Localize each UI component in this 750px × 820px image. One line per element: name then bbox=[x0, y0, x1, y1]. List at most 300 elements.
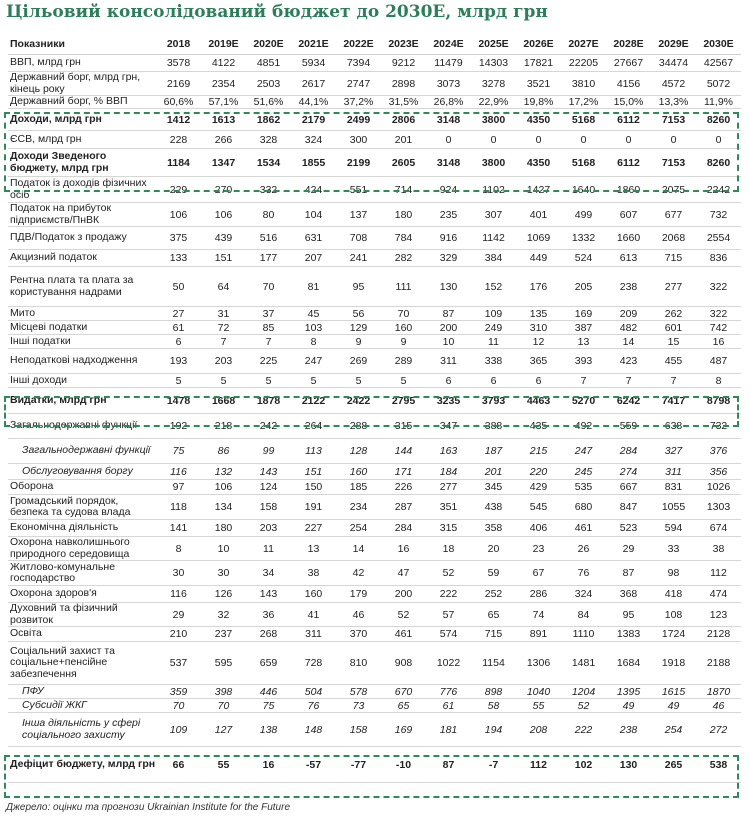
table-row bbox=[8, 109, 741, 131]
header-year: 2026E bbox=[516, 34, 561, 55]
row-value: 328 bbox=[246, 131, 291, 149]
table-row bbox=[8, 495, 741, 520]
row-value: 6 bbox=[156, 335, 201, 349]
row-value: 398 bbox=[201, 685, 246, 699]
row-label: Загальнодержавні функції bbox=[8, 439, 156, 464]
row-value: 2747 bbox=[336, 72, 381, 96]
row-value: 106 bbox=[201, 203, 246, 227]
row-label: Обслуговування боргу bbox=[8, 464, 156, 480]
row-value: 5 bbox=[246, 374, 291, 388]
row-value: 160 bbox=[381, 321, 426, 335]
row-value: 222 bbox=[561, 713, 606, 747]
table-row bbox=[8, 149, 741, 177]
row-value: 667 bbox=[606, 480, 651, 495]
row-value: 435 bbox=[516, 414, 561, 439]
row-value: 732 bbox=[696, 203, 741, 227]
row-value: 7 bbox=[201, 335, 246, 349]
row-label: Доходи, млрд грн bbox=[8, 109, 156, 131]
row-value: 266 bbox=[201, 131, 246, 149]
row-value: 523 bbox=[606, 520, 651, 537]
row-value: 191 bbox=[291, 495, 336, 520]
row-value: 631 bbox=[291, 227, 336, 250]
table-row bbox=[8, 131, 741, 149]
row-label: Духовний та фізичний розвиток bbox=[8, 603, 156, 627]
row-value: 8260 bbox=[696, 149, 741, 177]
row-label: Загальнодержавні функції bbox=[8, 414, 156, 439]
row-value: 595 bbox=[201, 642, 246, 685]
row-value: 1395 bbox=[606, 685, 651, 699]
row-value: 104 bbox=[291, 203, 336, 227]
table-row bbox=[8, 603, 741, 627]
row-value: 1481 bbox=[561, 642, 606, 685]
row-value: 1615 bbox=[651, 685, 696, 699]
row-value: 1613 bbox=[201, 109, 246, 131]
row-value: 1069 bbox=[516, 227, 561, 250]
row-value: 65 bbox=[471, 603, 516, 627]
row-value: 126 bbox=[201, 586, 246, 603]
row-value: 5168 bbox=[561, 149, 606, 177]
row-value: 324 bbox=[561, 586, 606, 603]
row-value: 0 bbox=[471, 131, 516, 149]
row-value: 315 bbox=[426, 520, 471, 537]
row-value: 516 bbox=[246, 227, 291, 250]
row-value: 75 bbox=[156, 439, 201, 464]
row-value: 3800 bbox=[471, 149, 516, 177]
table-row bbox=[8, 335, 741, 349]
row-value: 41 bbox=[291, 603, 336, 627]
row-value: 113 bbox=[291, 439, 336, 464]
table-row bbox=[8, 321, 741, 335]
row-value: 225 bbox=[246, 349, 291, 374]
row-value: 499 bbox=[561, 203, 606, 227]
row-value: 1412 bbox=[156, 109, 201, 131]
row-value: 137 bbox=[336, 203, 381, 227]
row-value: 135 bbox=[516, 307, 561, 321]
row-value: 128 bbox=[336, 439, 381, 464]
row-value: 1332 bbox=[561, 227, 606, 250]
row-value: 613 bbox=[606, 250, 651, 267]
header-year: 2018 bbox=[156, 34, 201, 55]
header-year: 2019E bbox=[201, 34, 246, 55]
row-value: 446 bbox=[246, 685, 291, 699]
row-value: 659 bbox=[246, 642, 291, 685]
row-label: Податок на прибуток підприємств/ПнВК bbox=[8, 203, 156, 227]
row-value: 17,2% bbox=[561, 96, 606, 109]
row-value: 322 bbox=[696, 267, 741, 307]
row-value: 307 bbox=[471, 203, 516, 227]
row-value: 2199 bbox=[336, 149, 381, 177]
row-value: 439 bbox=[201, 227, 246, 250]
row-value: 187 bbox=[471, 439, 516, 464]
row-value: 171 bbox=[381, 464, 426, 480]
row-value: 418 bbox=[651, 586, 696, 603]
row-value: 551 bbox=[336, 177, 381, 203]
header-year: 2025E bbox=[471, 34, 516, 55]
row-value: 12 bbox=[516, 335, 561, 349]
row-value: 1684 bbox=[606, 642, 651, 685]
row-value: 347 bbox=[426, 414, 471, 439]
row-value: 810 bbox=[336, 642, 381, 685]
row-value: 123 bbox=[696, 603, 741, 627]
row-label: ЄСВ, млрд грн bbox=[8, 131, 156, 149]
row-value: 106 bbox=[156, 203, 201, 227]
row-value: 141 bbox=[156, 520, 201, 537]
row-label: Охорона здоров'я bbox=[8, 586, 156, 603]
row-value: 368 bbox=[606, 586, 651, 603]
row-value: 163 bbox=[426, 439, 471, 464]
row-value: 2128 bbox=[696, 627, 741, 642]
row-value: 31 bbox=[201, 307, 246, 321]
row-value: 16 bbox=[246, 747, 291, 783]
row-value: 2354 bbox=[201, 72, 246, 96]
row-value: 116 bbox=[156, 586, 201, 603]
row-value: 1862 bbox=[246, 109, 291, 131]
table-row bbox=[8, 267, 741, 307]
source-note: Джерело: оцінки та прогнози Ukrainian Institute for the Future bbox=[6, 802, 290, 813]
row-value: 4350 bbox=[516, 109, 561, 131]
row-value: 574 bbox=[426, 627, 471, 642]
table-row bbox=[8, 480, 741, 495]
row-value: 1040 bbox=[516, 685, 561, 699]
row-value: 86 bbox=[201, 439, 246, 464]
row-value: 218 bbox=[201, 414, 246, 439]
table-row bbox=[8, 713, 741, 747]
row-value: 6242 bbox=[606, 388, 651, 414]
row-value: -7 bbox=[471, 747, 516, 783]
row-value: 52 bbox=[381, 603, 426, 627]
row-value: 49 bbox=[651, 699, 696, 713]
row-label: ПФУ bbox=[8, 685, 156, 699]
row-value: -10 bbox=[381, 747, 426, 783]
row-value: 229 bbox=[156, 177, 201, 203]
row-value: 237 bbox=[201, 627, 246, 642]
row-value: 1303 bbox=[696, 495, 741, 520]
row-value: 1660 bbox=[606, 227, 651, 250]
row-value: 708 bbox=[336, 227, 381, 250]
row-value: 227 bbox=[291, 520, 336, 537]
row-value: 111 bbox=[381, 267, 426, 307]
row-value: 715 bbox=[471, 627, 516, 642]
row-value: 15,0% bbox=[606, 96, 651, 109]
row-value: 5 bbox=[336, 374, 381, 388]
row-value: 5072 bbox=[696, 72, 741, 96]
table-row bbox=[8, 699, 741, 713]
row-value: 138 bbox=[246, 713, 291, 747]
row-value: 6 bbox=[426, 374, 471, 388]
row-value: 169 bbox=[381, 713, 426, 747]
row-value: 3800 bbox=[471, 109, 516, 131]
row-value: 13 bbox=[291, 537, 336, 561]
row-value: 2075 bbox=[651, 177, 696, 203]
row-value: 288 bbox=[336, 414, 381, 439]
row-label: Акцизний податок bbox=[8, 250, 156, 267]
row-value: 387 bbox=[561, 321, 606, 335]
row-value: 3073 bbox=[426, 72, 471, 96]
row-value: 3810 bbox=[561, 72, 606, 96]
row-value: 148 bbox=[291, 713, 336, 747]
row-value: 424 bbox=[291, 177, 336, 203]
row-label: Економічна діяльність bbox=[8, 520, 156, 537]
row-value: 538 bbox=[696, 747, 741, 783]
row-value: 2169 bbox=[156, 72, 201, 96]
row-value: 2605 bbox=[381, 149, 426, 177]
header-year: 2021E bbox=[291, 34, 336, 55]
row-value: 2242 bbox=[696, 177, 741, 203]
table-row bbox=[8, 439, 741, 464]
row-value: 95 bbox=[336, 267, 381, 307]
row-value: 15 bbox=[651, 335, 696, 349]
table-row bbox=[8, 96, 741, 109]
table-row bbox=[8, 55, 741, 72]
table-row bbox=[8, 464, 741, 480]
row-value: 601 bbox=[651, 321, 696, 335]
row-value: 19,8% bbox=[516, 96, 561, 109]
row-value: 18 bbox=[426, 537, 471, 561]
row-value: 27 bbox=[156, 307, 201, 321]
row-value: 7 bbox=[606, 374, 651, 388]
row-value: 1918 bbox=[651, 642, 696, 685]
row-value: 177 bbox=[246, 250, 291, 267]
row-value: 130 bbox=[606, 747, 651, 783]
row-value: 247 bbox=[291, 349, 336, 374]
row-value: 192 bbox=[156, 414, 201, 439]
row-value: 1383 bbox=[606, 627, 651, 642]
row-value: 270 bbox=[201, 177, 246, 203]
row-value: 4350 bbox=[516, 149, 561, 177]
row-value: 638 bbox=[651, 414, 696, 439]
row-value: 57,1% bbox=[201, 96, 246, 109]
row-label: Житлово-комунальне господарство bbox=[8, 561, 156, 586]
row-value: 393 bbox=[561, 349, 606, 374]
row-value: 70 bbox=[201, 699, 246, 713]
row-value: 370 bbox=[336, 627, 381, 642]
header-year: 2030E bbox=[696, 34, 741, 55]
row-value: 73 bbox=[336, 699, 381, 713]
row-value: 5168 bbox=[561, 109, 606, 131]
row-value: 1640 bbox=[561, 177, 606, 203]
row-value: 201 bbox=[471, 464, 516, 480]
row-value: 6 bbox=[516, 374, 561, 388]
row-label: Неподаткові надходження bbox=[8, 349, 156, 374]
row-value: 7153 bbox=[651, 109, 696, 131]
row-value: 22205 bbox=[561, 55, 606, 72]
row-value: 7153 bbox=[651, 149, 696, 177]
row-value: 51,6% bbox=[246, 96, 291, 109]
row-value: 17821 bbox=[516, 55, 561, 72]
row-value: 7 bbox=[561, 374, 606, 388]
row-label: Державний борг, % ВВП bbox=[8, 96, 156, 109]
table-row bbox=[8, 72, 741, 96]
row-value: 13,3% bbox=[651, 96, 696, 109]
row-value: 201 bbox=[381, 131, 426, 149]
table-row bbox=[8, 685, 741, 699]
row-value: 3278 bbox=[471, 72, 516, 96]
row-value: 234 bbox=[336, 495, 381, 520]
row-value: 37 bbox=[246, 307, 291, 321]
row-value: 6 bbox=[471, 374, 516, 388]
row-value: 66 bbox=[156, 747, 201, 783]
row-label: Освіта bbox=[8, 627, 156, 642]
row-value: 492 bbox=[561, 414, 606, 439]
row-value: 461 bbox=[381, 627, 426, 642]
row-value: 1870 bbox=[696, 685, 741, 699]
row-value: 220 bbox=[516, 464, 561, 480]
row-value: 245 bbox=[561, 464, 606, 480]
row-value: 109 bbox=[471, 307, 516, 321]
row-value: 2122 bbox=[291, 388, 336, 414]
row-value: 406 bbox=[516, 520, 561, 537]
table-row bbox=[8, 520, 741, 537]
row-value: 324 bbox=[291, 131, 336, 149]
row-value: 2898 bbox=[381, 72, 426, 96]
row-label: Інша діяльність у сфері соціального захисту bbox=[8, 713, 156, 747]
row-label: Соціальний захист та соціальне+пенсійне забезпечення bbox=[8, 642, 156, 685]
table-row bbox=[8, 627, 741, 642]
row-value: 87 bbox=[426, 747, 471, 783]
row-value: 112 bbox=[696, 561, 741, 586]
row-label: Податок із доходів фізичних осіб bbox=[8, 177, 156, 203]
row-value: 1860 bbox=[606, 177, 651, 203]
row-value: 545 bbox=[516, 495, 561, 520]
row-value: 282 bbox=[381, 250, 426, 267]
row-label: ПДВ/Податок з продажу bbox=[8, 227, 156, 250]
row-value: 474 bbox=[696, 586, 741, 603]
row-value: 65 bbox=[381, 699, 426, 713]
row-value: 2503 bbox=[246, 72, 291, 96]
row-value: 254 bbox=[651, 713, 696, 747]
row-value: 29 bbox=[156, 603, 201, 627]
row-value: 0 bbox=[696, 131, 741, 149]
row-value: 268 bbox=[246, 627, 291, 642]
row-value: 504 bbox=[291, 685, 336, 699]
row-value: 14303 bbox=[471, 55, 516, 72]
row-value: 7394 bbox=[336, 55, 381, 72]
row-value: 714 bbox=[381, 177, 426, 203]
row-value: 455 bbox=[651, 349, 696, 374]
row-value: 176 bbox=[516, 267, 561, 307]
row-value: 836 bbox=[696, 250, 741, 267]
row-value: 908 bbox=[381, 642, 426, 685]
row-value: 524 bbox=[561, 250, 606, 267]
row-value: 29 bbox=[606, 537, 651, 561]
row-value: 0 bbox=[516, 131, 561, 149]
row-value: 1026 bbox=[696, 480, 741, 495]
row-value: 1142 bbox=[471, 227, 516, 250]
row-value: 72 bbox=[201, 321, 246, 335]
row-value: 36 bbox=[246, 603, 291, 627]
row-value: 130 bbox=[426, 267, 471, 307]
row-value: 85 bbox=[246, 321, 291, 335]
table-row bbox=[8, 414, 741, 439]
row-value: 151 bbox=[291, 464, 336, 480]
row-value: 60,6% bbox=[156, 96, 201, 109]
row-label: Оборона bbox=[8, 480, 156, 495]
row-value: 1110 bbox=[561, 627, 606, 642]
row-value: 916 bbox=[426, 227, 471, 250]
row-value: 2179 bbox=[291, 109, 336, 131]
row-value: 76 bbox=[291, 699, 336, 713]
row-label: Інші доходи bbox=[8, 374, 156, 388]
row-value: 0 bbox=[561, 131, 606, 149]
row-value: 7417 bbox=[651, 388, 696, 414]
table-row bbox=[8, 349, 741, 374]
row-value: 70 bbox=[246, 267, 291, 307]
row-value: 200 bbox=[381, 586, 426, 603]
row-value: 20 bbox=[471, 537, 516, 561]
row-value: 241 bbox=[336, 250, 381, 267]
row-value: 222 bbox=[426, 586, 471, 603]
table-row bbox=[8, 374, 741, 388]
row-value: 42567 bbox=[696, 55, 741, 72]
row-value: 5 bbox=[156, 374, 201, 388]
row-value: 64 bbox=[201, 267, 246, 307]
row-value: -77 bbox=[336, 747, 381, 783]
row-value: 1184 bbox=[156, 149, 201, 177]
row-value: 284 bbox=[381, 520, 426, 537]
row-value: 8798 bbox=[696, 388, 741, 414]
header-year: 2023E bbox=[381, 34, 426, 55]
row-value: 47 bbox=[381, 561, 426, 586]
row-label: Охорона навколишнього природного середовища bbox=[8, 537, 156, 561]
row-value: 0 bbox=[651, 131, 696, 149]
row-value: 265 bbox=[651, 747, 696, 783]
row-value: 2554 bbox=[696, 227, 741, 250]
row-value: 351 bbox=[426, 495, 471, 520]
row-value: 31,5% bbox=[381, 96, 426, 109]
row-value: 3148 bbox=[426, 109, 471, 131]
row-value: 46 bbox=[336, 603, 381, 627]
table-title: Цільовий консолідований бюджет до 2030Е, млрд грн bbox=[6, 2, 548, 22]
table-body bbox=[8, 55, 741, 783]
row-value: 1022 bbox=[426, 642, 471, 685]
row-value: 194 bbox=[471, 713, 516, 747]
row-value: 134 bbox=[201, 495, 246, 520]
row-value: 6112 bbox=[606, 149, 651, 177]
row-value: 11 bbox=[246, 537, 291, 561]
row-label: Дефіцит бюджету, млрд грн bbox=[8, 747, 156, 783]
row-label: ВВП, млрд грн bbox=[8, 55, 156, 72]
row-label: Мито bbox=[8, 307, 156, 321]
row-value: 8260 bbox=[696, 109, 741, 131]
row-label: Місцеві податки bbox=[8, 321, 156, 335]
row-value: 578 bbox=[336, 685, 381, 699]
row-value: 14 bbox=[336, 537, 381, 561]
row-value: 3148 bbox=[426, 149, 471, 177]
row-value: 2795 bbox=[381, 388, 426, 414]
table-row bbox=[8, 307, 741, 321]
row-value: 2188 bbox=[696, 642, 741, 685]
row-value: 311 bbox=[291, 627, 336, 642]
row-value: 205 bbox=[561, 267, 606, 307]
row-value: 0 bbox=[606, 131, 651, 149]
header-year: 2029E bbox=[651, 34, 696, 55]
row-value: 143 bbox=[246, 586, 291, 603]
row-value: 30 bbox=[156, 561, 201, 586]
row-value: 1534 bbox=[246, 149, 291, 177]
row-value: 87 bbox=[426, 307, 471, 321]
row-value: 247 bbox=[561, 439, 606, 464]
row-value: 742 bbox=[696, 321, 741, 335]
row-value: 158 bbox=[336, 713, 381, 747]
row-value: 5 bbox=[381, 374, 426, 388]
row-value: 203 bbox=[246, 520, 291, 537]
header-label: Показники bbox=[8, 34, 156, 55]
row-value: 70 bbox=[156, 699, 201, 713]
row-value: 228 bbox=[156, 131, 201, 149]
table-row bbox=[8, 227, 741, 250]
row-value: 80 bbox=[246, 203, 291, 227]
row-value: 37,2% bbox=[336, 96, 381, 109]
